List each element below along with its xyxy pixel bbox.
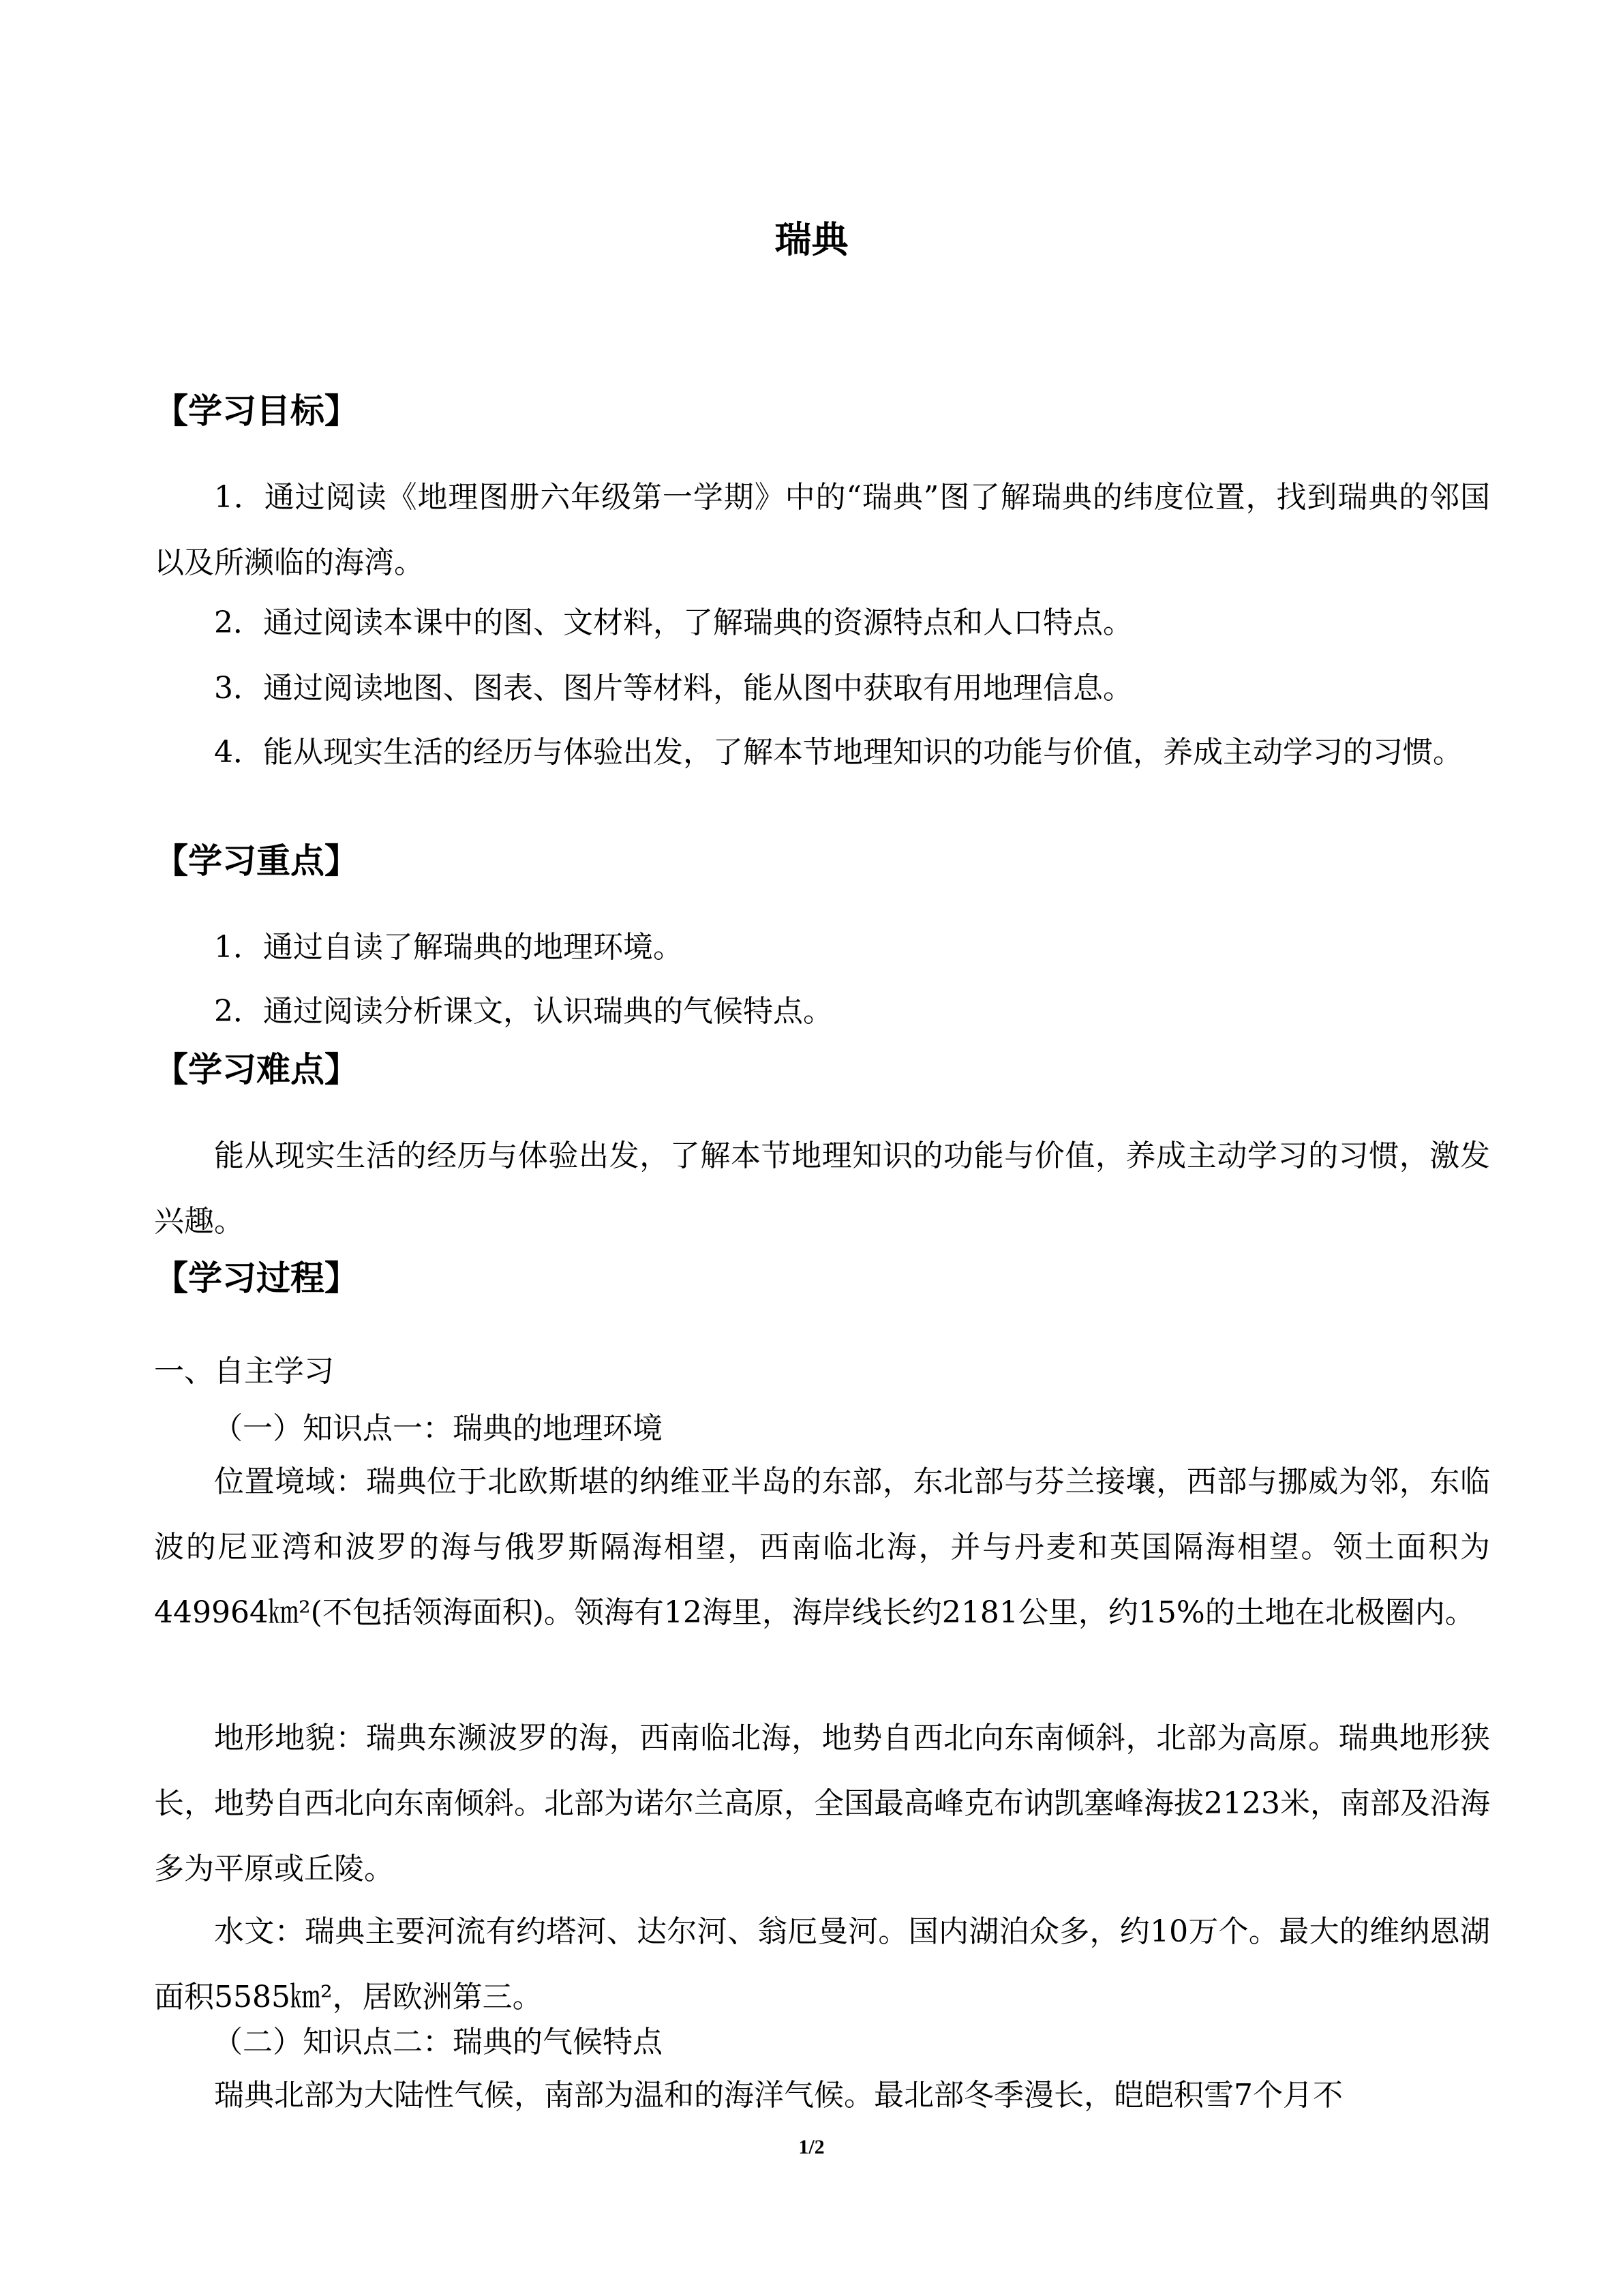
climate-paragraph: 瑞典北部为大陆性气候，南部为温和的海洋气候。最北部冬季漫长，皑皑积雪7个月不 [214,2078,1343,2113]
objective-item-2: 2．通过阅读本课中的图、文材料，了解瑞典的资源特点和人口特点。 [214,605,1133,640]
objective-item-1: 1．通过阅读《地理图册六年级第一学期》中的“瑞典”图了解瑞典的纬度位置，找到瑞典的邻国以及所濒临的海湾。 [154,480,1490,580]
location-paragraph: 位置境域：瑞典位于北欧斯堪的纳维亚半岛的东部，东北部与芬兰接壤，西部与挪威为邻，东临波的尼亚湾和波罗的海与俄罗斯隔海相望，西南临北海，并与丹麦和英国隔海相望。领土面积为449964㎞²(不包括领海面积)。领海有12海里，海岸线长约2181公里，约15%的土地在北极圈内。 [154,1464,1490,1630]
process-heading: 【学习过程】 [154,1258,359,1298]
hydrology-paragraph: 水文：瑞典主要河流有约塔河、达尔河、翁厄曼河。国内湖泊众多，约10万个。最大的维纳恩湖面积5585㎞²，居欧洲第三。 [154,1914,1490,2014]
difficulties-text: 能从现实生活的经历与体验出发，了解本节地理知识的功能与价值，养成主动学习的习惯，激发兴趣。 [154,1138,1490,1239]
page-number: 1/2 [798,2136,825,2158]
objective-item-3: 3．通过阅读地图、图表、图片等材料，能从图中获取有用地理信息。 [214,671,1133,706]
knowledge-point-one: （一）知识点一：瑞典的地理环境 [213,1411,663,1446]
section-self-study: 一、自主学习 [154,1354,334,1389]
key-point-item-1: 1．通过自读了解瑞典的地理环境。 [214,930,683,965]
key-point-item-2: 2．通过阅读分析课文，认识瑞典的气候特点。 [214,994,833,1029]
objectives-heading: 【学习目标】 [154,391,359,431]
key-points-heading: 【学习重点】 [154,841,359,881]
difficulties-heading: 【学习难点】 [154,1050,359,1089]
knowledge-point-two: （二）知识点二：瑞典的气候特点 [213,2025,663,2059]
objective-item-4: 4．能从现实生活的经历与体验出发，了解本节地理知识的功能与价值，养成主动学习的习惯。 [214,735,1463,770]
document-title: 瑞典 [774,218,849,261]
terrain-paragraph: 地形地貌：瑞典东濒波罗的海，西南临北海，地势自西北向东南倾斜，北部为高原。瑞典地形狭长，地势自西北向东南倾斜。北部为诺尔兰高原，全国最高峰克布讷凯塞峰海拔2123米，南部及沿海多为平原或丘陵。 [154,1721,1490,1886]
